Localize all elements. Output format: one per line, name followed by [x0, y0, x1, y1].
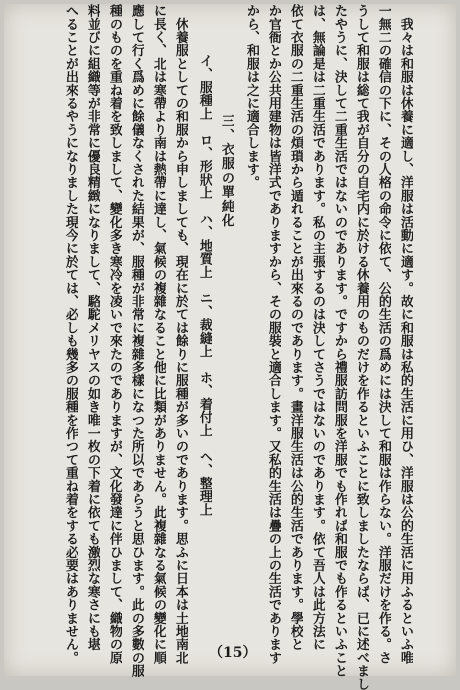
text-line: へることが出來るやうになりました現今に於ては、必しも幾多の服種を作つて重ね着をする必要はありません。 — [63, 4, 78, 664]
text-line: 料並びに組織等が非常に優良精緻になりまして、駱駝メリヤスの如き唯一枚の下着に依ても激烈な寒さにも堪 — [85, 4, 100, 651]
section-heading: 三、衣服の單純化 — [219, 114, 234, 228]
text-line: たやうに、決して二重生活ではないのであります。ですから禮服訪問服を洋服でも作れば和服でも作るといふこと — [332, 4, 347, 678]
document-page — [4, 4, 456, 690]
text-line: は、無論是は二重生活であります。私の主張するのは決してさうではないのであります。依て吾人は此方法に — [310, 4, 325, 651]
page-number: （15） — [209, 645, 257, 661]
text-line: 休養服としての和服から申しましても、現在に於ては餘りに服種が多いのであります。思ふに日本は土地南北 — [173, 4, 188, 664]
subsection-list: イ、服種上 ロ、形狀上 ハ、地質上 ニ、裁縫上 ホ、着付上 ヘ、整理上 — [197, 54, 212, 516]
text-line: か官衙とか公共用建物は皆洋式でありますから、その服裝と適合します。又私的生活は疊の上の生活であります — [266, 4, 281, 664]
text-line: うして和服は総て我が自分の自宅内に於ける休養用のものだけを作るといふことに致しましたならば、已に述べまし — [354, 4, 369, 690]
text-line: 依て衣服の二重生活の煩瑣から遁れることが出來るのであります。畫洋服生活は公的生活であります。學校と — [288, 4, 303, 651]
text-line: 我々は和服は休養に適し、洋服は活動に適す。故に和服は私的生活に用ひ、洋服は公的生活に用ふるといふ唯 — [398, 4, 413, 664]
text-line: 應して行く爲めに餘儀なくされた結果が、服種が非常に複雜多樣になつた所以であらうと思ひます。此の多數の服 — [129, 4, 144, 678]
text-line: から、和服は之に適合します。 — [244, 4, 259, 189]
text-line: に長く、北は寒帶より南は熱帶に達し、氣候の複雜なること他に比類がありません。此複雜なる氣候の變化に順 — [151, 4, 166, 664]
text-line: 一無二の確信の下に、その人格の命令に依て、公的生活の爲めには決して和服は作らない。洋服だけを作る。さ — [376, 4, 391, 664]
text-line: 種のものを重ね着を致しまして、變化多き寒冷を凌いで來たのでありますが、文化發達に伴ひまして、織物の原 — [107, 4, 122, 664]
